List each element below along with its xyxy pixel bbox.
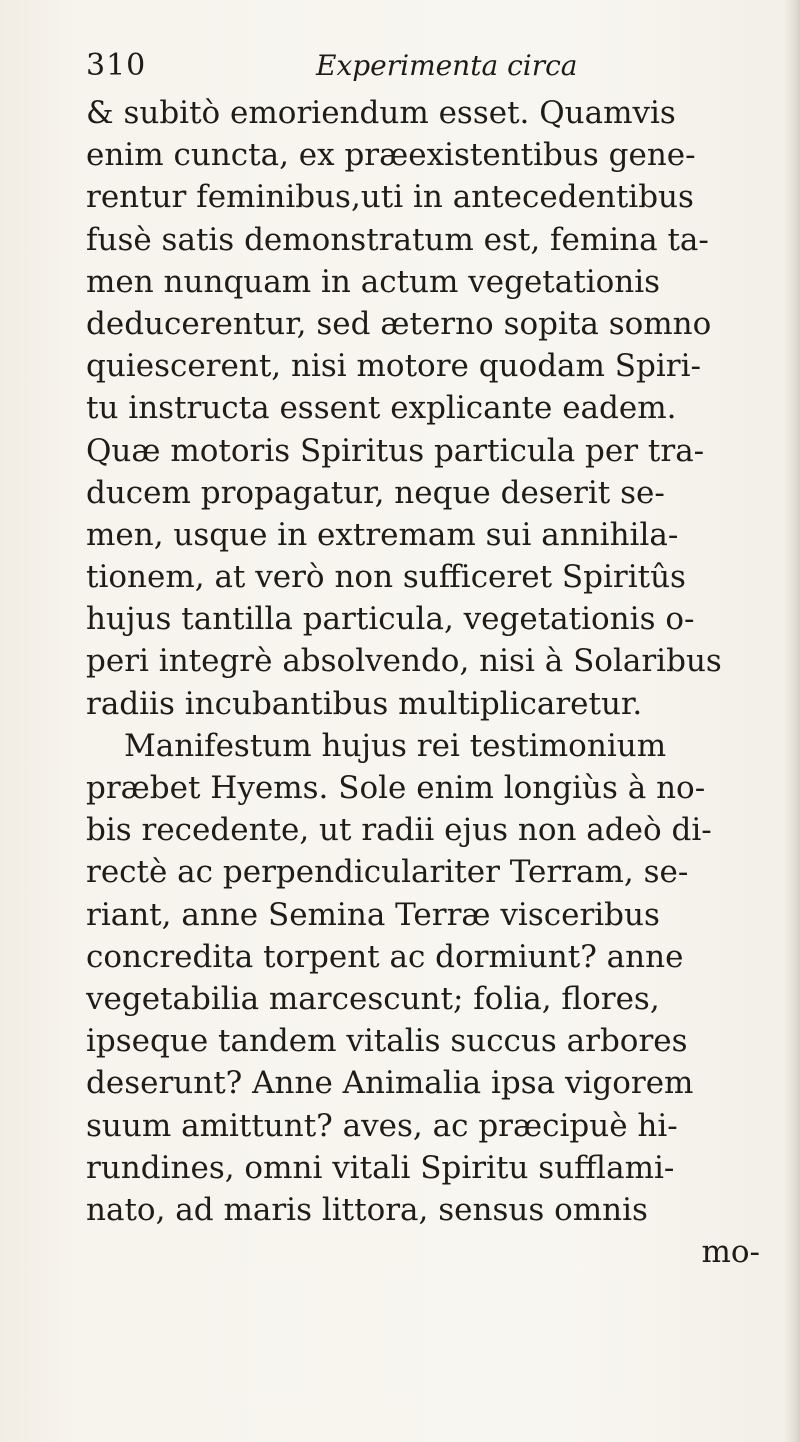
text-line: deducerentur, sed æterno sopita somno xyxy=(86,305,712,342)
catchword: mo- xyxy=(701,1234,760,1271)
text-line: enim cuncta, ex præexistentibus gene- xyxy=(86,137,696,174)
text-line: bis recedente, ut radii ejus non adeò di- xyxy=(86,812,712,849)
page-edge-shadow xyxy=(784,0,800,1442)
text-line: rectè ac perpendiculariter Terram, se- xyxy=(86,854,689,891)
text-line: quiescerent, nisi motore quodam Spiri- xyxy=(86,348,701,385)
text-line: & subitò emoriendum esset. Quamvis xyxy=(86,95,676,131)
text-line: men nunquam in actum vegetationis xyxy=(86,263,661,300)
text-line: ipseque tandem vitalis succus arbores xyxy=(86,1023,688,1060)
text-line: suum amittunt? aves, ac præcipuè hi- xyxy=(86,1107,678,1144)
text-line: riant, anne Semina Terræ visceribus xyxy=(86,896,660,933)
text-line: tionem, at verò non sufficeret Spiritûs xyxy=(86,559,686,596)
text-line: radiis incubantibus multiplicaretur. xyxy=(86,685,643,722)
body-text xyxy=(86,92,770,1273)
text-line: concredita torpent ac dormiunt? anne xyxy=(86,938,684,975)
text-line: nato, ad maris littora, sensus omnis xyxy=(86,1191,648,1228)
text-line: Manifestum hujus rei testimonium xyxy=(124,727,667,764)
text-line: rundines, omni vitali Spiritu sufflami- xyxy=(86,1149,675,1186)
text-line: præbet Hyems. Sole enim longiùs à no- xyxy=(86,770,706,806)
running-head: Experimenta circa xyxy=(316,49,578,82)
text-line: fusè satis demonstratum est, femina ta- xyxy=(86,221,709,258)
text-line: vegetabilia marcescunt; folia, flores, xyxy=(86,980,660,1017)
text-line: hujus tantilla particula, vegetationis o- xyxy=(86,601,695,638)
text-line: Quæ motoris Spiritus particula per tra- xyxy=(86,432,705,469)
text-line: rentur feminibus,uti in antecedentibus xyxy=(86,179,694,216)
text-line: ducem propagatur, neque deserit se- xyxy=(86,474,665,511)
text-line: peri integrè absolvendo, nisi à Solaribus xyxy=(86,643,722,680)
text-line: deserunt? Anne Animalia ipsa vigorem xyxy=(86,1065,694,1102)
text-line: men, usque in extremam sui annihila- xyxy=(86,516,679,553)
page-number: 310 xyxy=(86,48,147,83)
text-line: tu instructa essent explicante eadem. xyxy=(86,390,677,427)
page-header xyxy=(86,46,706,86)
